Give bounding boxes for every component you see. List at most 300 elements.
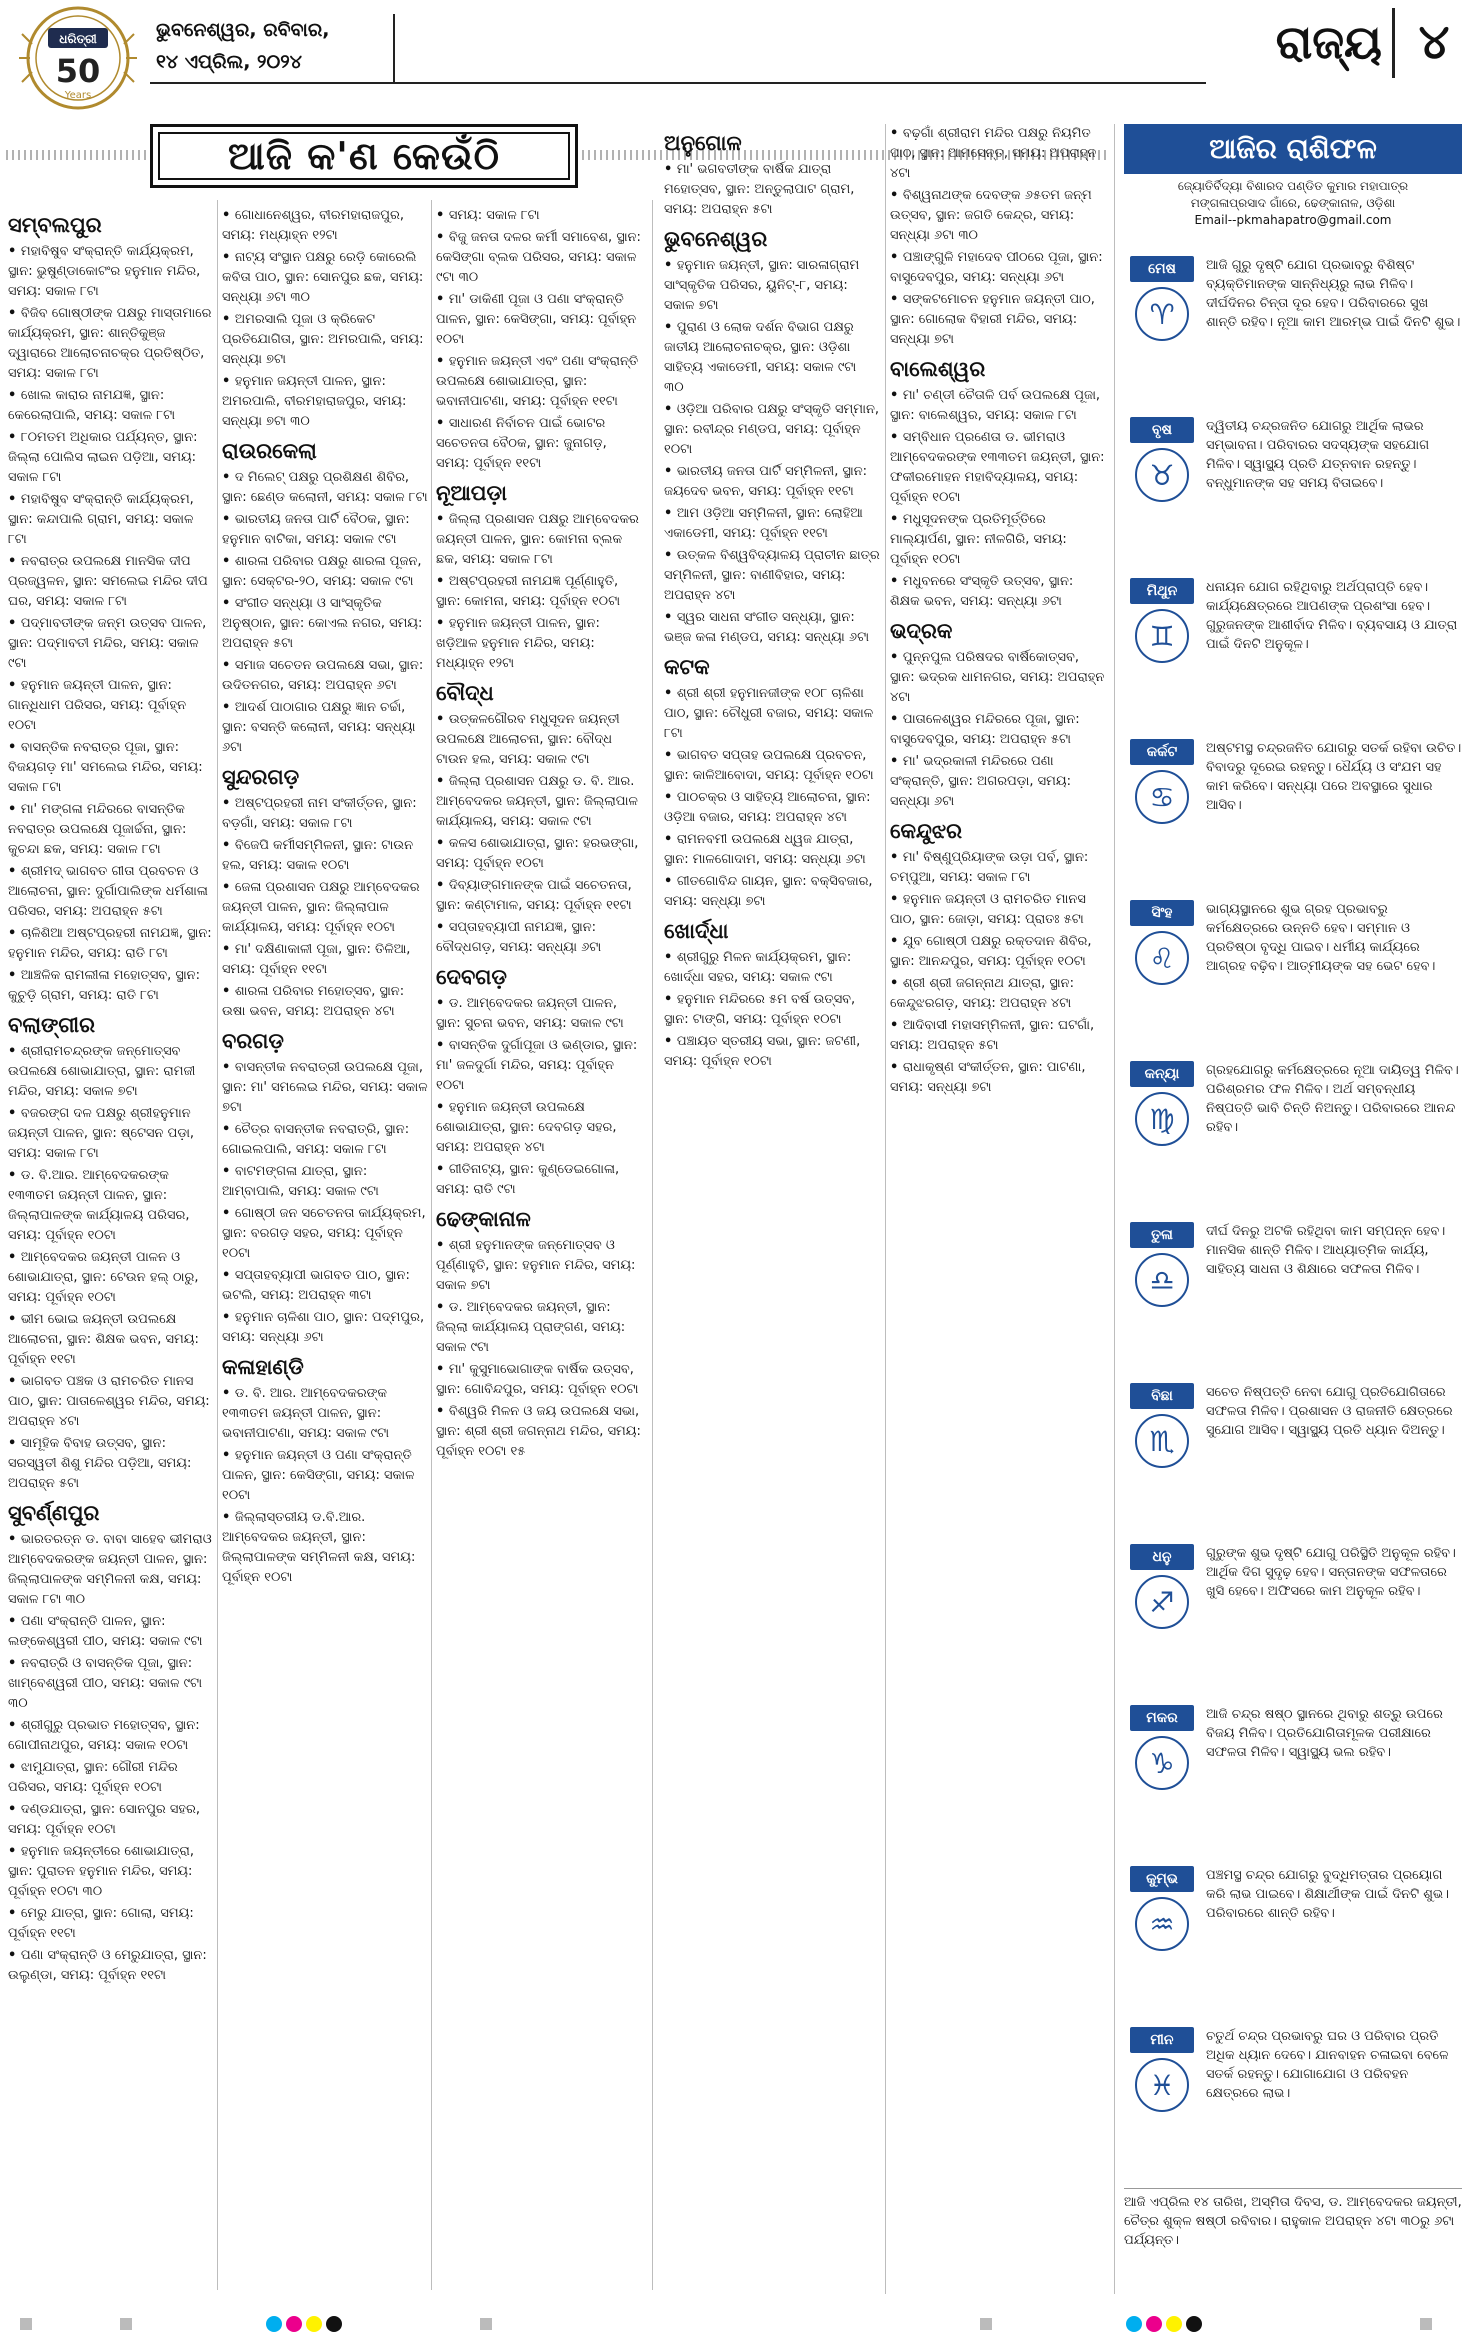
bullet-icon: • <box>222 554 235 569</box>
event-item <box>222 656 428 696</box>
event-item <box>890 428 1106 508</box>
bullet-icon: • <box>890 650 903 665</box>
horoscope-row <box>1124 572 1464 684</box>
event-text: ସଙ୍କଟମୋଚନ ହନୁମାନ ଜୟନ୍ତୀ ପାଠ, ସ୍ଥାନ: ଗୋଲୋକ ବିହାରୀ ମନ୍ଦିର, ସମୟ: ସନ୍ଧ୍ୟା ୭ଟା <box>890 292 1095 347</box>
svg-text:♐: ♐ <box>1149 1586 1175 1619</box>
svg-text:♑: ♑ <box>1149 1747 1175 1780</box>
event-item <box>222 248 428 308</box>
event-item <box>664 684 880 744</box>
event-item <box>222 698 428 758</box>
event-item <box>8 1434 214 1494</box>
horoscope-text: ଆଜି ଗୁରୁ ଦୃଷ୍ଟି ଯୋଗ ପ୍ରଭାବରୁ ବିଶିଷ୍ଟ ବ୍ୟକ୍ତିମାନଙ୍କ ସାନ୍ନିଧ୍ୟରୁ ଲାଭ ମିଳିବ। ଦୀର୍ଘଦିନର ଚିନ୍ତା ଦୂର ହେବ। ପରିବାରରେ ସୁଖ ଶାନ୍ତି ରହିବ। ନୂଆ କାମ ଆରମ୍ଭ ପାଇଁ ଦିନଟି ଶୁଭ। <box>1206 258 1461 330</box>
event-text: ଶାରଳା ପରିବାର ପକ୍ଷରୁ ଶାରଳା ପୂଜନ, ସ୍ଥାନ: ସେକ୍ଟର-୨୦, ସମୟ: ସକାଳ ୯ଟା <box>222 554 422 589</box>
bullet-icon: • <box>664 790 677 805</box>
event-text: ଗୋଷ୍ଠୀ ଜନ ସଚେତନତା କାର୍ଯ୍ୟକ୍ରମ, ସ୍ଥାନ: ବରଗଡ଼ ସହର, ସମୟ: ପୂର୍ବାହ୍ନ ୧୦ଟା <box>222 1206 426 1261</box>
event-item <box>222 510 428 550</box>
district-heading: କଳାହାଣ୍ଡି <box>222 1355 304 1379</box>
event-text: ମଧୁବନରେ ସଂସ୍କୃତି ଉତ୍ସବ, ସ୍ଥାନ: ଶିକ୍ଷକ ଭବନ, ସମୟ: ସନ୍ଧ୍ୟା ୬ଟା <box>890 574 1074 609</box>
event-text: ମା' ବିଷ୍ଣୁପ୍ରିୟାଙ୍କ ଉଡ଼ା ପର୍ବ, ସ୍ଥାନ: ଚମ୍ପୁଆ, ସମୟ: ସକାଳ ୮ଟା <box>890 850 1089 885</box>
event-text: ଭାରତୀୟ ଜନତା ପାର୍ଟି ସମ୍ମିଳନୀ, ସ୍ଥାନ: ଜୟଦେବ ଭବନ, ସମୟ: ପୂର୍ବାହ୍ନ ୧୧ଟା <box>664 464 868 499</box>
event-item <box>664 830 880 870</box>
event-text: ହନୁମାନ ଚାଳିଶା ପାଠ, ସ୍ଥାନ: ପଦ୍ମପୁର, ସମୟ: ସନ୍ଧ୍ୟା ୬ଟା <box>222 1310 425 1345</box>
bullet-icon: • <box>436 836 449 851</box>
bullet-icon: • <box>890 850 903 865</box>
event-text: ପୁନ୍ନପୁଲ ପରିଷଦର ବାର୍ଷିକୋତ୍ସବ, ସ୍ଥାନ: ଭଦ୍ରକ ଧାମନଗର, ସମୟ: ଅପରାହ୍ନ ୪ଟା <box>890 650 1105 705</box>
event-item <box>8 1758 214 1798</box>
bullet-icon: • <box>222 596 235 611</box>
sign-badge <box>1124 250 1200 346</box>
event-item <box>222 940 428 980</box>
svg-text:♓: ♓ <box>1149 2069 1175 2102</box>
bullet-icon: • <box>436 416 449 431</box>
astrologer-email: Email--pkmahapatro@gmail.com <box>1194 213 1392 227</box>
event-item <box>222 552 428 592</box>
sign-badge <box>1124 1377 1200 1473</box>
aries-icon <box>1134 286 1190 342</box>
horoscope-row <box>1124 894 1464 1006</box>
event-item <box>664 788 880 828</box>
event-text: ଯୁବ ଗୋଷ୍ଠୀ ପକ୍ଷରୁ ରକ୍ତଦାନ ଶିବିର, ସ୍ଥାନ: ଆନନ୍ଦପୁର, ସମୟ: ପୂର୍ବାହ୍ନ ୧୦ଟା <box>890 934 1092 969</box>
event-text: ମଧୁସୂଦନଙ୍କ ପ୍ରତିମୂର୍ତ୍ତିରେ ମାଲ୍ୟାର୍ପଣ, ସ୍ଥାନ: ନୀଳଗିରି, ସମୟ: ପୂର୍ବାହ୍ନ ୧୦ଟା <box>890 512 1067 567</box>
event-text: ସାମୂହିକ ବିବାହ ଉତ୍ସବ, ସ୍ଥାନ: ସରସ୍ୱତୀ ଶିଶୁ ମନ୍ଦିର ପଡ଼ିଆ, ସମୟ: ଅପରାହ୍ନ ୫ଟା <box>8 1436 192 1491</box>
bullet-icon: • <box>222 208 235 223</box>
bullet-icon: • <box>890 292 903 307</box>
district-heading: ବଲାଙ୍ଗୀର <box>8 1013 95 1037</box>
event-item <box>222 794 428 834</box>
bullet-icon: • <box>222 1310 235 1325</box>
district-heading: ସମ୍ବଲପୁର <box>8 213 102 237</box>
event-text: ସମୟ: ସକାଳ ୮ଟା <box>448 208 540 223</box>
event-item <box>8 1166 214 1246</box>
registration-mark <box>120 2318 132 2330</box>
event-text: ସମାଜ ସଚେତନ ଉପଲକ୍ଷେ ସଭା, ସ୍ଥାନ: ଉଦିତନଗର, ସମୟ: ଅପରାହ୍ନ ୬ଟା <box>222 658 424 693</box>
event-item <box>8 1310 214 1370</box>
libra-icon <box>1134 1252 1190 1308</box>
masthead <box>0 0 1476 118</box>
event-item <box>890 932 1106 972</box>
event-item <box>8 862 214 922</box>
bullet-icon: • <box>890 1018 903 1033</box>
event-text: ମା' ମଙ୍ଗଳା ମନ୍ଦିରରେ ବାସନ୍ତିକ ନବରାତ୍ର ଉପଲକ୍ଷେ ପୂଜାର୍ଚ୍ଚନା, ସ୍ଥାନ: କୁଚନ୍ଦା ଛକ, ସମୟ: ସକାଳ ୮ଟା <box>8 802 187 857</box>
bullet-icon: • <box>8 388 21 403</box>
bullet-icon: • <box>890 1060 903 1075</box>
event-item <box>890 124 1106 184</box>
bullet-icon: • <box>8 306 21 321</box>
event-text: ବାଟମଙ୍ଗଳା ଯାତ୍ରା, ସ୍ଥାନ: ଆମ୍ବାପାଲି, ସମୟ: ସକାଳ ୯ଟା <box>222 1164 379 1199</box>
bullet-icon: • <box>8 1044 21 1059</box>
registration-mark <box>20 2318 32 2330</box>
horoscope-text: ସଚେତ ନିଷ୍ପତ୍ତି ନେବା ଯୋଗୁ ପ୍ରତିଯୋଗିତାରେ ସଫଳତା ମିଳିବ। ପ୍ରଶାସନ ଓ ରାଜନୀତି କ୍ଷେତ୍ରରେ ସୁଯୋଗ ଆସିବ। ସ୍ୱାସ୍ଥ୍ୟ ପ୍ରତି ଧ୍ୟାନ ଦିଅନ୍ତୁ। <box>1206 1385 1453 1438</box>
event-text: ଅମରସାଲି ପୂଜା ଓ କ୍ରିକେଟ ପ୍ରତିଯୋଗିତା, ସ୍ଥାନ: ଅମରପାଲି, ସମୟ: ସନ୍ଧ୍ୟା ୭ଟା <box>222 312 424 367</box>
bullet-icon: • <box>8 1532 21 1547</box>
cancer-icon <box>1134 769 1190 825</box>
event-text: ପୁରାଣ ଓ ଲୋକ ଦର୍ଶନ ବିଭାଗ ପକ୍ଷରୁ ଜାତୀୟ ଆଲୋଚନାଚକ୍ର, ସ୍ଥାନ: ଓଡ଼ିଶା ସାହିତ୍ୟ ଏକାଡେମୀ, ସମୟ: ସକାଳ ୯ଟା ୩୦ <box>664 320 857 395</box>
event-text: ଗୋଧାନେଶ୍ୱର, ବୀରମହାରାଜପୁର, ସମୟ: ମଧ୍ୟାହ୍ନ ୧୨ଟା <box>222 208 404 243</box>
svg-text:♏: ♏ <box>1149 1425 1175 1458</box>
event-item <box>890 710 1106 750</box>
bullet-icon: • <box>222 1510 235 1525</box>
horoscope-text: ଅଷ୍ଟମସ୍ଥ ଚନ୍ଦ୍ରଜନିତ ଯୋଗରୁ ସତର୍କ ରହିବା ଉଚିତ। ବିବାଦରୁ ଦୂରେଇ ରହନ୍ତୁ। ଧୈର୍ଯ୍ୟ ଓ ସଂଯମ ସହ କାମ କରିବେ। ସନ୍ଧ୍ୟା ପରେ ଅବସ୍ଥାରେ ସୁଧାର ଆସିବ। <box>1206 741 1462 813</box>
sign-badge <box>1124 894 1200 990</box>
event-item <box>664 872 880 912</box>
bullet-icon: • <box>8 616 21 631</box>
section-separator <box>1392 8 1395 78</box>
column-rule <box>1114 124 1115 2294</box>
event-text: ମା' କୁସୁମାଭୋଗାଙ୍କ ବାର୍ଷିକ ଉତ୍ସବ, ସ୍ଥାନ: ଗୋବିନ୍ଦପୁର, ସମୟ: ପୂର୍ବାହ୍ନ ୧୦ଟା <box>436 1362 639 1397</box>
bullet-icon: • <box>222 1060 235 1075</box>
bullet-icon: • <box>664 162 677 177</box>
bullet-icon: • <box>222 512 235 527</box>
svg-text:♉: ♉ <box>1149 459 1175 492</box>
event-text: ଡ. ଆମ୍ବେଦକର ଜୟନ୍ତୀ ପାଳନ, ସ୍ଥାନ: ସୁଚନା ଭବନ, ସମୟ: ସକାଳ ୯ଟା <box>436 996 624 1031</box>
bullet-icon: • <box>8 1760 21 1775</box>
bullet-icon: • <box>8 1250 21 1265</box>
event-item <box>222 1266 428 1306</box>
sign-badge <box>1124 2021 1200 2117</box>
event-text: ପଣା ସଂକ୍ରାନ୍ତି ପାଳନ, ସ୍ଥାନ: ଲଙ୍କେଶ୍ୱରୀ ପୀଠ, ସମୟ: ସକାଳ ୯ଟା <box>8 1614 203 1649</box>
bullet-icon: • <box>436 1162 449 1177</box>
event-item <box>222 1162 428 1202</box>
bullet-icon: • <box>664 748 677 763</box>
bullet-icon: • <box>8 1802 21 1817</box>
event-text: ହନୁମାନ ଜୟନ୍ତୀ, ସ୍ଥାନ: ସାରଳାଗ୍ରାମ ସାଂସ୍କୃତିକ ପରିସର, ୟୁନିଟ୍-୮, ସମୟ: ସକାଳ ୭ଟା <box>664 258 860 313</box>
event-text: ମା' ଚଣ୍ଡୀ ଚୈତାଳି ପର୍ବ ଉପଲକ୍ଷେ ପୂଜା, ସ୍ଥାନ: ବାଲେଶ୍ୱର, ସମୟ: ସକାଳ ୮ଟା <box>890 388 1101 423</box>
event-text: ମା' ଦକ୍ଷିଣାକାଳୀ ପୂଜା, ସ୍ଥାନ: ତିଳିଆ, ସମୟ: ପୂର୍ବାହ୍ନ ୧୧ଟା <box>222 942 411 977</box>
horoscope-text: ଗ୍ରହଯୋଗରୁ କର୍ମକ୍ଷେତ୍ରରେ ନୂଆ ଦାୟିତ୍ୱ ମିଳିବ। ପରିଶ୍ରମର ଫଳ ମିଳିବ। ଅର୍ଥ ସମ୍ବନ୍ଧୀୟ ନିଷ୍ପତ୍ତି ଭାବି ଚିନ୍ତି ନିଅନ୍ତୁ। ପରିବାରରେ ଆନନ୍ଦ ରହିବ। <box>1206 1063 1459 1135</box>
event-text: ପଞ୍ଚାୟତ ସ୍ତରୀୟ ସଭା, ସ୍ଥାନ: ଜଟଣୀ, ସମୟ: ପୂର୍ବାହ୍ନ ୧୦ଟା <box>664 1034 861 1069</box>
event-item <box>8 1612 214 1652</box>
event-item <box>664 318 880 398</box>
sign-badge <box>1124 572 1200 668</box>
bullet-icon: • <box>8 1844 21 1859</box>
district-heading: ଭଦ୍ରକ <box>890 619 953 643</box>
event-text: ଉତ୍କଳ ବିଶ୍ୱବିଦ୍ୟାଳୟ ପ୍ରାଚୀନ ଛାତ୍ର ସମ୍ମିଳନୀ, ସ୍ଥାନ: ବାଣୀବିହାର, ସମୟ: ଅପରାହ୍ନ ୪ଟା <box>664 548 880 603</box>
district-heading: ଢେଙ୍କାନାଳ <box>436 1207 531 1231</box>
horoscope-row <box>1124 1055 1464 1167</box>
event-item <box>436 1298 642 1358</box>
bullet-icon: • <box>664 610 677 625</box>
bullet-icon: • <box>664 548 677 563</box>
event-item <box>8 490 214 550</box>
horoscope-text: ଗୁରୁଙ୍କ ଶୁଭ ଦୃଷ୍ଟି ଯୋଗୁ ପରିସ୍ଥିତି ଅନୁକୂଳ ରହିବ। ଆର୍ଥିକ ଦିଗ ସୁଦୃଢ଼ ହେବ। ସନ୍ତାନଙ୍କ ସଫଳତାରେ ଖୁସି ହେବେ। ଅଫିସରେ କାମ ଅନୁକୂଳ ରହିବ। <box>1206 1546 1456 1599</box>
bullet-icon: • <box>664 506 677 521</box>
sign-name: ବୃଷ <box>1130 417 1194 443</box>
event-item <box>436 414 642 474</box>
event-text: ସ୍ୱର ସାଧନା ସଂଗୀତ ସନ୍ଧ୍ୟା, ସ୍ଥାନ: ଭଞ୍ଜ କଳା ମଣ୍ଡପ, ସମୟ: ସନ୍ଧ୍ୟା ୬ଟା <box>664 610 870 645</box>
event-text: ଅଷ୍ଟପ୍ରହରୀ ନାମଯଜ୍ଞ ପୂର୍ଣ୍ଣାହୁତି, ସ୍ଥାନ: କୋମନା, ସମୟ: ପୂର୍ବାହ୍ନ ୧୦ଟା <box>436 574 621 609</box>
astrologer-name: ଜ୍ୟୋତିର୍ବିଦ୍ୟା ବିଶାରଦ ପଣ୍ଡିତ କୁମାର ମହାପାତ୍ର <box>1177 179 1409 193</box>
event-item <box>436 614 642 674</box>
yellow-dot <box>306 2316 322 2332</box>
sign-badge <box>1124 1860 1200 1956</box>
logo-sub: Years <box>64 90 92 101</box>
event-text: ବାସନ୍ତିକ ନବରାତ୍ର ପୂଜା, ସ୍ଥାନ: ବିଜୟଗଡ଼ ମା' ସମଲେଇ ମନ୍ଦିର, ସମୟ: ସକାଳ ୮ଟା <box>8 740 203 795</box>
event-item <box>8 800 214 860</box>
bullet-icon: • <box>664 258 677 273</box>
horoscope-text: ଆଜି ଚନ୍ଦ୍ର ଷଷ୍ଠ ସ୍ଥାନରେ ଥିବାରୁ ଶତ୍ରୁ ଉପରେ ବିଜୟ ମିଳିବ। ପ୍ରତିଯୋଗିତାମୂଳକ ପରୀକ୍ଷାରେ ସଫଳତା ମିଳିବ। ସ୍ୱାସ୍ଥ୍ୟ ଭଲ ରହିବ। <box>1206 1707 1443 1760</box>
event-item <box>8 1530 214 1610</box>
bullet-icon: • <box>436 208 449 223</box>
cyan-dot <box>266 2316 282 2332</box>
sign-badge <box>1124 1216 1200 1312</box>
sign-name: ମେଷ <box>1130 256 1194 282</box>
bullet-icon: • <box>222 470 235 485</box>
event-item <box>664 256 880 316</box>
event-item <box>222 1384 428 1444</box>
svg-text:♍: ♍ <box>1149 1103 1175 1136</box>
sagittarius-icon <box>1134 1574 1190 1630</box>
event-item <box>664 990 880 1030</box>
almanac-footnote: ଆଜି ଏପ୍ରିଲ ୧୪ ତାରିଖ, ଅସ୍ମିତା ଦିବସ, ଡ. ଆମ୍ବେଦକର ଜୟନ୍ତୀ, ଚୈତ୍ର ଶୁକ୍ଳ ଷଷ୍ଠୀ ରବିବାର। ରାହୁକାଳ ଅପରାହ୍ନ ୪ଟା ୩୦ରୁ ୬ଟା ପର୍ଯ୍ୟନ୍ତ। <box>1124 2188 1462 2250</box>
event-text: ଭୀମ ଭୋଇ ଜୟନ୍ତୀ ଉପଲକ୍ଷେ ଆଲୋଚନା, ସ୍ଥାନ: ଶିକ୍ଷକ ଭବନ, ସମୟ: ପୂର୍ବାହ୍ନ ୧୧ଟା <box>8 1312 199 1367</box>
event-text: ସାଧାରଣ ନିର୍ବାଚନ ପାଇଁ ଭୋଟର ସଚେତନତା ବୈଠକ, ସ୍ଥାନ: ଜୁନାଗଡ଼, ସମୟ: ପୂର୍ବାହ୍ନ ୧୧ଟା <box>436 416 607 471</box>
event-text: ସମ୍ବିଧାନ ପ୍ରଣେତା ଡ. ଭୀମରାଓ ଆମ୍ବେଦକରଙ୍କ ୧୩୩ତମ ଜୟନ୍ତୀ, ସ୍ଥାନ: ଫକୀରମୋହନ ମହାବିଦ୍ୟାଳୟ, ସମୟ: ପୂର୍ବାହ୍ନ ୧୦ଟା <box>890 430 1105 505</box>
event-item <box>222 878 428 938</box>
event-item <box>436 572 642 612</box>
issue-date: ୧୪ ଏପ୍ରିଲ, ୨୦୨୪ <box>156 51 302 73</box>
bullet-icon: • <box>436 230 449 245</box>
horoscope-row <box>1124 250 1464 362</box>
bullet-icon: • <box>8 1436 21 1451</box>
event-text: ଭାରତରତ୍ନ ଡ. ବାବା ସାହେବ ଭୀମରାଓ ଆମ୍ବେଦକରଙ୍କ ଜୟନ୍ତୀ ପାଳନ, ସ୍ଥାନ: ଜିଲ୍ଲାପାଳଙ୍କ ସମ୍ମିଳନୀ କକ୍ଷ, ସମୟ: ସକାଳ ୮ଟା ୩୦ <box>8 1532 212 1607</box>
pisces-icon <box>1134 2057 1190 2113</box>
event-text: ଝାମୁଯାତ୍ରା, ସ୍ଥାନ: ଗୌରୀ ମନ୍ଦିର ପରିସର, ସମୟ: ପୂର୍ବାହ୍ନ ୧୦ଟା <box>8 1760 178 1795</box>
section-name: ରାଜ୍ୟ <box>1275 15 1382 69</box>
event-text: ଶ୍ରୀରାମଚନ୍ଦ୍ରଙ୍କ ଜନ୍ମୋତ୍ସବ ଉପଲକ୍ଷେ ଶୋଭାଯାତ୍ରା, ସ୍ଥାନ: ରାମଜୀ ମନ୍ଦିର, ସମୟ: ସକାଳ ୭ଟା <box>8 1044 196 1099</box>
bullet-icon: • <box>890 892 903 907</box>
event-item <box>890 752 1106 812</box>
yellow-dot <box>1166 2316 1182 2332</box>
svg-text:♈: ♈ <box>1149 298 1175 331</box>
sign-name: ଧନୁ <box>1130 1544 1194 1570</box>
bullet-icon: • <box>436 616 449 631</box>
virgo-icon <box>1134 1091 1190 1147</box>
bullet-icon: • <box>8 802 21 817</box>
taurus-icon <box>1134 447 1190 503</box>
event-text: ଦ ମିଲେଟ୍ ପକ୍ଷରୁ ପ୍ରଶିକ୍ଷଣ ଶିବିର, ସ୍ଥାନ: ଛେଣ୍ଡ କଲୋନୀ, ସମୟ: ସକାଳ ୮ଟା <box>222 470 428 505</box>
event-item <box>8 1946 214 1986</box>
event-item <box>890 248 1106 288</box>
event-item <box>436 352 642 412</box>
event-text: ପାଠଚକ୍ର ଓ ସାହିତ୍ୟ ଆଲୋଚନା, ସ୍ଥାନ: ଓଡ଼ିଆ ବଜାର, ସମୟ: ଅପରାହ୍ନ ୪ଟା <box>664 790 871 825</box>
bullet-icon: • <box>436 878 449 893</box>
event-item <box>664 160 880 220</box>
horoscope-row <box>1124 1377 1464 1489</box>
district-heading: ସୁବର୍ଣ୍ଣପୁର <box>8 1501 100 1525</box>
astrologer-credit <box>1124 178 1462 229</box>
event-item <box>222 1058 428 1118</box>
event-text: ସପ୍ତାହବ୍ୟାପୀ ଭାଗବତ ପାଠ, ସ୍ଥାନ: ଭଟଲି, ସମୟ: ଅପରାହ୍ନ ୩ଟା <box>222 1268 410 1303</box>
event-text: ବଢ଼ଗାଁ ଶ୍ରୀରାମ ମନ୍ଦିର ପକ୍ଷରୁ ନିୟମିତ ପାଠ, ସ୍ଥାନ: ଆମସେନ୍ତ, ସମୟ: ଅପରାହ୍ନ ୪ଟା <box>890 126 1097 181</box>
district-heading: ସୁନ୍ଦରଗଡ଼ <box>222 765 300 789</box>
event-text: ଭାରତୀୟ ଜନତା ପାର୍ଟି ବୈଠକ, ସ୍ଥାନ: ହନୁମାନ ବାଟିକା, ସମୟ: ସକାଳ ୯ଟା <box>222 512 410 547</box>
bullet-icon: • <box>8 1656 21 1671</box>
sign-name: ମକର <box>1130 1705 1194 1731</box>
gemini-icon <box>1134 608 1190 664</box>
event-text: ବଜରଙ୍ଗ ଦଳ ପକ୍ଷରୁ ଶ୍ରୀହନୁମାନ ଜୟନ୍ତୀ ପାଳନ, ସ୍ଥାନ: ଷ୍ଟେସନ ପଡ଼ା, ସମୟ: ସକାଳ ୮ଟା <box>8 1106 195 1161</box>
column-rule <box>885 124 886 2294</box>
event-item <box>8 428 214 488</box>
bullet-icon: • <box>8 678 21 693</box>
event-item <box>436 510 642 570</box>
event-text: ସଂଗୀତ ସନ୍ଧ୍ୟା ଓ ସାଂସ୍କୃତିକ ଅନୁଷ୍ଠାନ, ସ୍ଥାନ: କୋଏଲ ନଗର, ସମୟ: ଅପରାହ୍ନ ୫ଟା <box>222 596 423 651</box>
district-heading: କେନ୍ଦୁଝର <box>890 819 963 843</box>
event-text: ମା' ଭଦ୍ରକାଳୀ ମନ୍ଦିରରେ ପଣା ସଂକ୍ରାନ୍ତି, ସ୍ଥାନ: ଅଗରପଡ଼ା, ସମୟ: ସନ୍ଧ୍ୟା ୬ଟା <box>890 754 1071 809</box>
bullet-icon: • <box>8 554 21 569</box>
event-text: ଶ୍ରୀ ହନୁମାନଙ୍କ ଜନ୍ମୋତ୍ସବ ଓ ପୂର୍ଣ୍ଣାହୁତି, ସ୍ଥାନ: ହନୁମାନ ମନ୍ଦିର, ସମୟ: ସକାଳ ୭ଟା <box>436 1238 636 1293</box>
bullet-icon: • <box>664 992 677 1007</box>
bullet-icon: • <box>8 1906 21 1921</box>
event-text: ନାଟ୍ୟ ସଂସ୍ଥାନ ପକ୍ଷରୁ ରେଡ଼ି କୋରେଲି କବିତା ପାଠ, ସ୍ଥାନ: ସୋନପୁର ଛକ, ସମୟ: ସନ୍ଧ୍ୟା ୬ଟା ୩୦ <box>222 250 424 305</box>
event-text: ବାସନ୍ତୀକ ନବରାତ୍ରୀ ଉପଲକ୍ଷେ ପୂଜା, ସ୍ଥାନ: ମା' ସମଲେଇ ମନ୍ଦିର, ସମୟ: ସକାଳ ୭ଟା <box>222 1060 428 1115</box>
sign-name: ମିଥୁନ <box>1130 578 1194 604</box>
bullet-icon: • <box>436 354 449 369</box>
event-text: ଶ୍ରୀ ଶ୍ରୀ ଜଗନ୍ନାଥ ଯାତ୍ରା, ସ୍ଥାନ: କେନ୍ଦୁଝରଗଡ଼, ସମୟ: ଅପରାହ୍ନ ୪ଟା <box>890 976 1074 1011</box>
event-item <box>890 572 1106 612</box>
event-item <box>222 372 428 432</box>
event-item <box>8 304 214 384</box>
bullet-icon: • <box>890 188 903 203</box>
event-item <box>8 924 214 964</box>
event-item <box>664 504 880 544</box>
sign-name: କୁମ୍ଭ <box>1130 1866 1194 1892</box>
black-dot <box>1186 2316 1202 2332</box>
bullet-icon: • <box>436 1038 449 1053</box>
event-text: ବିଜୁ ଜନତା ଦଳର କର୍ମୀ ସମାବେଶ, ସ୍ଥାନ: କେସିଙ୍ଗା ବ୍ଲକ ପରିସର, ସମୟ: ସକାଳ ୯ଟା ୩୦ <box>436 230 641 285</box>
event-text: ଅଷ୍ଟପ୍ରହରୀ ନାମ ସଂକୀର୍ତ୍ତନ, ସ୍ଥାନ: ବଡ଼ଗାଁ, ସମୟ: ସକାଳ ୮ଟା <box>222 796 417 831</box>
bullet-icon: • <box>222 658 235 673</box>
event-item <box>8 552 214 612</box>
event-text: ୮୦ମତମ ଅଧିକାର ପର୍ଯ୍ୟନ୍ତ, ସ୍ଥାନ: ଜିଲ୍ଲା ପୋଲିସ ଲାଇନ ପଡ଼ିଆ, ସମୟ: ସକାଳ ୮ଟା <box>8 430 198 485</box>
horoscope-text: ଭାଗ୍ୟସ୍ଥାନରେ ଶୁଭ ଗ୍ରହ ପ୍ରଭାବରୁ କର୍ମକ୍ଷେତ୍ରରେ ଉନ୍ନତି ହେବ। ସମ୍ମାନ ଓ ପ୍ରତିଷ୍ଠା ବୃଦ୍ଧି ପାଇବ। ଧର୍ମୀୟ କାର୍ଯ୍ୟରେ ଆଗ୍ରହ ବଢ଼ିବ। ଆତ୍ମୀୟଙ୍କ ସହ ଭେଟ ହେବ। <box>1206 902 1436 974</box>
bullet-icon: • <box>436 1362 449 1377</box>
event-item <box>890 386 1106 426</box>
bullet-icon: • <box>8 430 21 445</box>
date-line <box>150 14 395 84</box>
bullet-icon: • <box>436 1404 449 1419</box>
event-text: ହନୁମାନ ଜୟନ୍ତୀ ପାଳନ, ସ୍ଥାନ: ଗାନ୍ଧିଧାମ ପରିସର, ସମୟ: ପୂର୍ବାହ୍ନ ୧୦ଟା <box>8 678 187 733</box>
event-item <box>890 1058 1106 1098</box>
event-text: ହନୁମାନ ଜୟନ୍ତୀରେ ଶୋଭାଯାତ୍ରା, ସ୍ଥାନ: ପୁରାତନ ହନୁମାନ ମନ୍ଦିର, ସମୟ: ପୂର୍ବାହ୍ନ ୧୦ଟା ୩୦ <box>8 1844 194 1899</box>
event-text: ଗୀତଗୋବିନ୍ଦ ଗାୟନ, ସ୍ଥାନ: ବକ୍ସିବଜାର, ସମୟ: ସନ୍ଧ୍ୟା ୭ଟା <box>664 874 873 909</box>
event-item <box>222 836 428 876</box>
event-text: ଡ. ଆମ୍ବେଦକର ଜୟନ୍ତୀ, ସ୍ଥାନ: ଜିଲ୍ଲା କାର୍ଯ୍ୟାଳୟ ପ୍ରାଙ୍ଗଣ, ସମୟ: ସକାଳ ୯ଟା <box>436 1300 626 1355</box>
event-text: ହନୁମାନ ମନ୍ଦିରରେ ୫ମ ବର୍ଷ ଉତ୍ସବ, ସ୍ଥାନ: ଟାଙ୍ଗି, ସମୟ: ପୂର୍ବାହ୍ନ ୧୦ଟା <box>664 992 856 1027</box>
svg-text:♎: ♎ <box>1149 1264 1175 1297</box>
event-text: ଖୋଲ କାରାର ନାମଯଜ୍ଞ, ସ୍ଥାନ: କେରେଲାପାଲି, ସମୟ: ସକାଳ ୮ଟା <box>8 388 176 423</box>
event-item <box>8 1800 214 1840</box>
event-text: ଭାଗବତ ପଞ୍ଚକ ଓ ରାମଚରିତ ମାନସ ପାଠ, ସ୍ଥାନ: ପାତାଳେଶ୍ୱର ମନ୍ଦିର, ସମୟ: ଅପରାହ୍ନ ୪ଟା <box>8 1374 210 1429</box>
event-item <box>8 1904 214 1944</box>
logo-text: ଧରିତ୍ରୀ <box>59 32 97 46</box>
events-column-5 <box>890 124 1106 2294</box>
event-text: ରାଧାକୃଷ୍ଣ ସଂକୀର୍ତ୍ତନ, ସ୍ଥାନ: ପାଟଣା, ସମୟ: ସନ୍ଧ୍ୟା ୭ଟା <box>890 1060 1086 1095</box>
bullet-icon: • <box>890 934 903 949</box>
district-heading: ବରଗଡ଼ <box>222 1029 284 1053</box>
bullet-icon: • <box>436 1100 449 1115</box>
sign-name: କନ୍ୟା <box>1130 1061 1194 1087</box>
event-item <box>8 1104 214 1164</box>
bullet-icon: • <box>222 1386 235 1401</box>
event-item <box>436 1160 642 1200</box>
event-text: ଜିଲ୍ଲାସ୍ତରୀୟ ଡ.ବି.ଆର. ଆମ୍ବେଦକର ଜୟନ୍ତୀ, ସ୍ଥାନ: ଜିଲ୍ଲାପାଳଙ୍କ ସମ୍ମିଳନୀ କକ୍ଷ, ସମୟ: ପୂର୍ବାହ୍ନ ୧୦ଟା <box>222 1510 416 1585</box>
event-text: ଆଞ୍ଚଳିକ ରାମଲୀଳା ମହୋତ୍ସବ, ସ୍ଥାନ: କୁଚୁଡ଼ି ଗ୍ରାମ, ସମୟ: ରାତି ୮ଟା <box>8 968 201 1003</box>
event-item <box>436 1236 642 1296</box>
event-item <box>436 710 642 770</box>
svg-text:♒: ♒ <box>1149 1908 1175 1941</box>
event-text: ପଣା ସଂକ୍ରାନ୍ତି ଓ ମେରୁଯାତ୍ରା, ସ୍ଥାନ: ଉଲୁଣ୍ଡା, ସମୟ: ପୂର୍ବାହ୍ନ ୧୧ଟା <box>8 1948 207 1983</box>
event-text: ଡ. ବି. ଆର. ଆମ୍ବେଦକରଙ୍କ ୧୩୩ତମ ଜୟନ୍ତୀ ପାଳନ, ସ୍ଥାନ: ଭବାନୀପାଟଣା, ସମୟ: ସକାଳ ୯ଟା <box>222 1386 390 1441</box>
event-text: ପଦ୍ମାବତୀଙ୍କ ଜନ୍ମ ଉତ୍ସବ ପାଳନ, ସ୍ଥାନ: ପଦ୍ମାବତୀ ମନ୍ଦିର, ସମୟ: ସକାଳ ୯ଟା <box>8 616 207 671</box>
sign-badge <box>1124 1699 1200 1795</box>
event-text: ସପ୍ତାହବ୍ୟାପୀ ନାମଯଜ୍ଞ, ସ୍ଥାନ: ବୌଦ୍ଧଗଡ଼, ସମୟ: ସନ୍ଧ୍ୟା ୬ଟା <box>436 920 602 955</box>
event-text: ଦିବ୍ୟାଙ୍ଗମାନଙ୍କ ପାଇଁ ସଚେତନତା, ସ୍ଥାନ: କଣ୍ଟାମାଳ, ସମୟ: ପୂର୍ବାହ୍ନ ୧୧ଟା <box>436 878 632 913</box>
aquarius-icon <box>1134 1896 1190 1952</box>
event-item <box>436 834 642 874</box>
event-item <box>436 876 642 916</box>
magenta-dot <box>286 2316 302 2332</box>
district-heading: ଅନୁଗୋଳ <box>664 131 742 155</box>
event-item <box>890 890 1106 930</box>
event-item <box>8 386 214 426</box>
capricorn-icon <box>1134 1735 1190 1791</box>
bullet-icon: • <box>8 244 21 259</box>
bullet-icon: • <box>222 374 235 389</box>
cyan-dot <box>1126 2316 1142 2332</box>
event-text: ହନୁମାନ ଜୟନ୍ତୀ ପାଳନ, ସ୍ଥାନ: ଅମରପାଲି, ବୀରମହାରାଜପୁର, ସମୟ: ସନ୍ଧ୍ୟା ୭ଟା ୩୦ <box>222 374 407 429</box>
event-item <box>664 746 880 786</box>
event-text: ଗୀତିନାଟ୍ୟ, ସ୍ଥାନ: କୁଣ୍ଡେଇଗୋଳା, ସମୟ: ରାତି ୯ଟା <box>436 1162 620 1197</box>
bullet-icon: • <box>8 926 21 941</box>
bullet-icon: • <box>8 1614 21 1629</box>
district-heading: ଦେବଗଡ଼ <box>436 965 507 989</box>
event-item <box>8 1654 214 1714</box>
event-item <box>222 206 428 246</box>
column-rule <box>217 200 218 2290</box>
event-text: ମେରୁ ଯାତ୍ରା, ସ୍ଥାନ: ଗୋଲା, ସମୟ: ପୂର୍ବାହ୍ନ ୧୧ଟା <box>8 1906 194 1941</box>
bullet-icon: • <box>890 976 903 991</box>
event-item <box>8 1372 214 1432</box>
sign-name: କର୍କଟ <box>1130 739 1194 765</box>
bullet-icon: • <box>222 880 235 895</box>
event-item <box>436 1360 642 1400</box>
event-item <box>890 290 1106 350</box>
sign-name: ବିଛା <box>1130 1383 1194 1409</box>
event-text: ରାମନବମୀ ଉପଲକ୍ଷେ ଧ୍ୱଜ ଯାତ୍ରା, ସ୍ଥାନ: ମାଳଗୋଦାମ, ସମୟ: ସନ୍ଧ୍ୟା ୬ଟା <box>664 832 866 867</box>
bullet-icon: • <box>890 754 903 769</box>
event-text: ଜେଳା ପ୍ରଶାସନ ପକ୍ଷରୁ ଆମ୍ବେଦକର ଜୟନ୍ତୀ ପାଳନ, ସ୍ଥାନ: ଜିଲ୍ଲାପାଳ କାର୍ଯ୍ୟାଳୟ, ସମୟ: ପୂର୍ବାହ୍ନ ୧୦ଟା <box>222 880 420 935</box>
event-item <box>436 1098 642 1158</box>
bullet-icon: • <box>890 574 903 589</box>
event-item <box>436 918 642 958</box>
event-text: ହନୁମାନ ଜୟନ୍ତୀ ପାଳନ, ସ୍ଥାନ: ଖଡ଼ିଆଳ ହନୁମାନ ମନ୍ଦିର, ସମୟ: ମଧ୍ୟାହ୍ନ ୧୨ଟା <box>436 616 600 671</box>
event-text: ବିଜେପି କର୍ମୀସମ୍ମିଳନୀ, ସ୍ଥାନ: ଟାଉନ ହଲ, ସମୟ: ସକାଳ ୧୦ଟା <box>222 838 414 873</box>
event-text: ନବରାତ୍ର ଉପଲକ୍ଷେ ମାନସିକ ଦୀପ ପ୍ରଜ୍ୱଳନ, ସ୍ଥାନ: ସମଲେଇ ମନ୍ଦିର ଦୀପ ଘର, ସମୟ: ସକାଳ ୮ଟା <box>8 554 208 609</box>
bullet-icon: • <box>222 1122 235 1137</box>
bullet-icon: • <box>436 512 449 527</box>
event-item <box>890 510 1106 570</box>
bullet-icon: • <box>890 250 903 265</box>
place-date: ଭୁବନେଶ୍ୱର, ରବିବାର, <box>156 19 330 41</box>
bullet-icon: • <box>8 1374 21 1389</box>
horoscope-row <box>1124 733 1464 845</box>
event-item <box>8 738 214 798</box>
district-heading: ବାଲେଶ୍ୱର <box>890 357 986 381</box>
horoscope-title: ଆଜିର ରାଶିଫଳ <box>1124 124 1462 174</box>
horoscope-row <box>1124 1699 1464 1811</box>
event-item <box>222 594 428 654</box>
bullet-icon: • <box>8 1168 21 1183</box>
